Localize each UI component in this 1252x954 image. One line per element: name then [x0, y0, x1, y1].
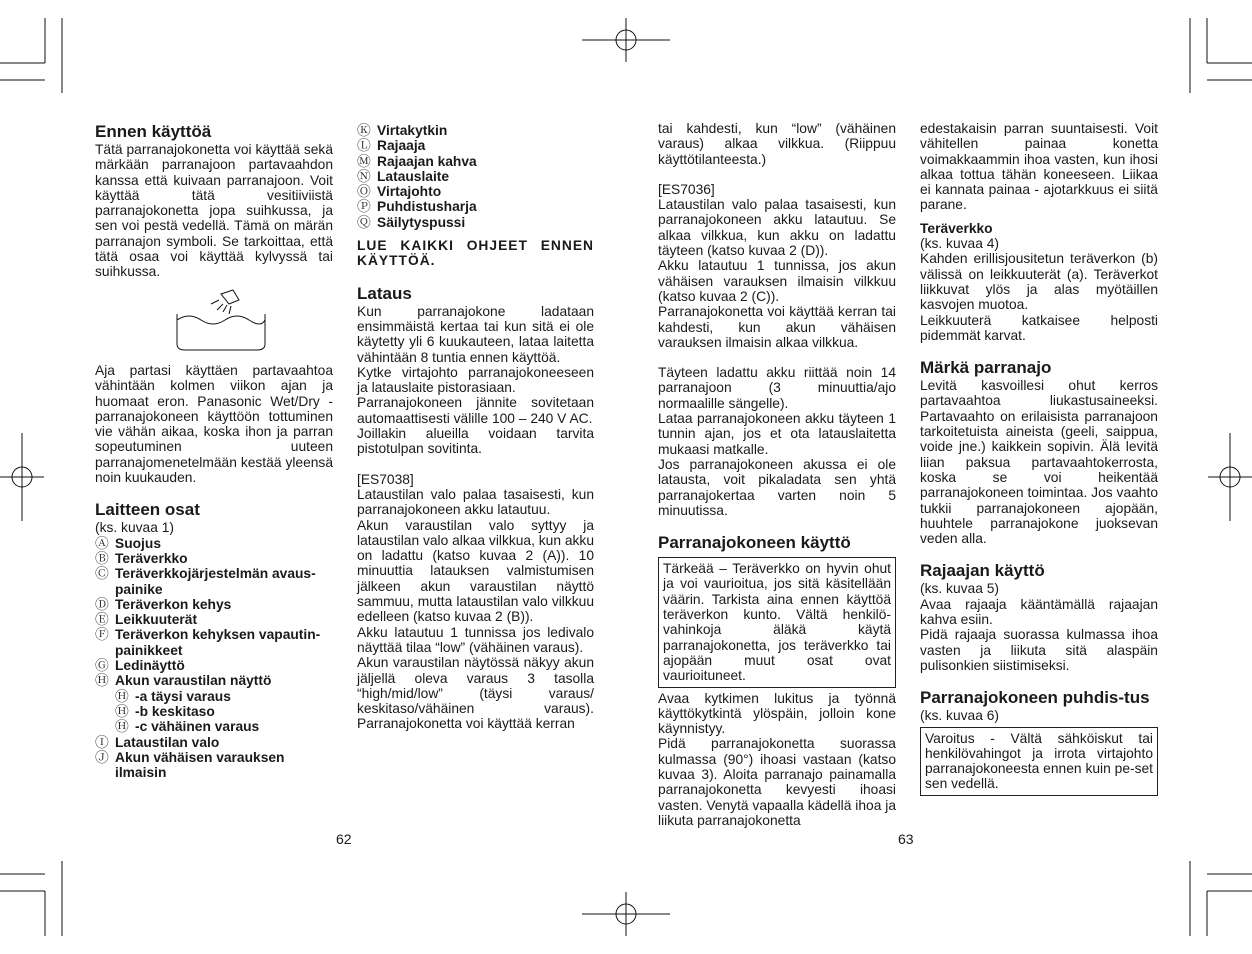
lataus-p2: Kytke virtajohto parranajokoneeseen ja latauslaite pistorasiaan.: [357, 364, 594, 396]
part-item-c: Ⓒ Teräverkkojärjestelmän avaus-painike: [95, 566, 316, 597]
important-notice-box: [658, 557, 896, 687]
col4-p6: Pidä rajaaja suorassa kulmassa ihoa vasten ja liikuta sitä alaspäin pulisonkien siistimiseksi.: [920, 627, 1158, 673]
col3-p7: Jos parranajokoneen akussa ei ole latausta, voit pikaladata sen yhtä parranajokertaa varten noin 5 minuutissa.: [658, 456, 896, 518]
part-item-n: Ⓝ Latauslaite: [357, 168, 450, 184]
part-item-l: Ⓛ Rajaaja: [357, 138, 426, 154]
heading-laitteen-osat: Laitteen osat: [95, 500, 200, 520]
part-subitem-h-a: Ⓗ -a täysi varaus: [115, 688, 231, 704]
see-figure-4: (ks. kuvaa 4): [920, 236, 999, 252]
col3-p1: tai kahdesti, kun “low” (vähäinen varaus) alkaa vilkkua. (Riippuu käyttötilanteesta.): [658, 121, 896, 167]
part-item-q: Ⓠ Säilytyspussi: [357, 214, 466, 230]
model-es7036: [ES7036]: [658, 181, 715, 197]
col3-p4: Parranajokonetta voi käyttää kerran tai kahdesti, kun akun vähäisen varauksen ilmaisin alkaa vilkkua.: [658, 304, 896, 350]
part-subitem-h-b: Ⓗ -b keskitaso: [115, 703, 215, 719]
warning-box: [920, 727, 1158, 796]
part-subitem-h-c: Ⓗ -c vähäinen varaus: [115, 719, 260, 735]
col3-p6: Lataa parranajokoneen akku täyteen 1 tunnin ajan, jos et ota latauslaitetta mukaasi matkalle.: [658, 411, 896, 457]
part-item-b: Ⓑ Teräverkko: [95, 550, 188, 566]
part-item-k: Ⓚ Virtakytkin: [357, 123, 448, 138]
col4-p3: Leikkuuterä katkaisee helposti pidemmät karvat.: [920, 312, 1158, 343]
lataus-p6: Akun varaustilan valo syttyy ja lataustilan valo alkaa vilkkua, kun akku on ladattu (katso kuvaa 2 (A)). 10 minuuttia latauksen valmistumisen jälkeen akun varaustilan näyttö sammuu, mutta lataustilan valo vilkkuu edelleen (katso kuvaa 2 (B)).: [357, 517, 594, 625]
lataus-p1: Kun parranajokone ladataan ensimmäistä kertaa tai kun sitä ei ole käytetty yli 6 kuukauteen, lataa laitetta vähintään 8 tuntia ennen käyttöä.: [357, 303, 594, 365]
part-item-d: Ⓓ Teräverkon kehys: [95, 596, 232, 612]
read-all-instructions: LUE KAIKKI OHJEET ENNEN KÄYTTÖÄ.: [357, 238, 594, 269]
heading-puhdistus: Parranajokoneen puhdis-tus: [920, 688, 1150, 708]
part-item-e: Ⓔ Leikkuuterät: [95, 612, 198, 628]
heading-marka-parranajo: Märkä parranajo: [920, 358, 1052, 378]
lataus-p8: Akun varaustilan näytössä näkyy akun jäljellä oleva varaus 3 tasolla “high/mid/low” (täysi varaus/ keskitaso/vähäinen varaus). Parranajokonetta voi käyttää kerran: [357, 655, 594, 732]
part-item-o: Ⓞ Virtajohto: [357, 184, 442, 200]
heading-ennen-kayttoa: Ennen käyttöä: [95, 122, 212, 141]
lataus-p5: Lataustilan valo palaa tasaisesti, kun parranajokoneen akku latautuu.: [357, 486, 594, 518]
important-notice-text: Tärkeää – Teräverkko on hyvin ohut ja voi vaurioitua, jos sitä käsitellään väärin. Tarkista aina ennen käyttöä teräverkon kunto. Vältä henkilö-vahinkoja äläkä käytä parranajokonetta, jos teräverkko tai ajopään muut osat ovat vaurioituneet.: [663, 561, 891, 684]
column-2: [357, 123, 594, 732]
see-figure-5: (ks. kuvaa 5): [920, 581, 999, 597]
see-figure-6: (ks. kuvaa 6): [920, 708, 999, 724]
heading-teraverkko: Teräverkko: [920, 220, 993, 236]
col3-p3: Akku latautuu 1 tunnissa, jos akun vähäisen varauksen ilmaisin vilkkuu (katso kuvaa 2 (C)).: [658, 258, 896, 304]
col4-p2: Kahden erillisjousitetun teräverkon (b) välissä on leikkuuterät (a). Teräverkot liikkuvat ylös ja alas myötäillen kasvojen muotoa.: [920, 251, 1158, 313]
part-item-i: Ⓘ Lataustilan valo: [95, 734, 220, 750]
col3-p5: Täyteen ladattu akku riittää noin 14 parranajoon (3 minuuttia/ajo normaalille sängelle).: [658, 365, 896, 411]
lataus-p3: Parranajokoneen jännite sovitetaan automaattisesti välille 100 – 240 V AC.: [357, 395, 594, 426]
heading-lataus: Lataus: [357, 283, 412, 303]
heading-rajaajan-kaytto: Rajaajan käyttö: [920, 561, 1045, 581]
lataus-p4: Joillakin alueilla voidaan tarvita pistotulpan sovitinta.: [357, 426, 594, 457]
page-number-left: 62: [336, 831, 352, 847]
see-figure-1: (ks. kuvaa 1): [95, 520, 174, 536]
paragraph-ennen: Tätä parranajokonetta voi käyttää sekä märkään parranajoon partavaahdon kanssa että kuivaan parranajoon. Voit käyttää tätä vesitiiviistä parranajokonetta jopa suihkussa, ja sen voi pestä vedellä. Tämä on märän parranajon symboli. Se tarkoittaa, että tätä osaa voi käyttää kylvyssä tai suihkussa.: [95, 142, 333, 280]
part-item-h: Ⓗ Akun varaustilan näyttö: [95, 673, 272, 689]
warning-text: Varoitus - Vältä sähköiskut tai henkilövahingot ja irrota virtajohto parranajokoneesta ennen kuin pe-set sen vedellä.: [925, 730, 1153, 792]
paragraph-aja: Aja partasi käyttäen partavaahtoa vähintään kolmen viikon ajan ja huomaat eron. Panasonic Wet/Dry -parranajokoneen käyttöön tottuminen vie vähän aikaa, koska ihon ja parran sopeutuminen uuteen parranajomenetelmään kestää yleensä noin kuukauden.: [95, 362, 333, 486]
part-item-a: Ⓐ Suojus: [95, 535, 161, 551]
col3-p9: Pidä parranajokonetta suorassa kulmassa (90°) ihoasi vastaan (katso kuvaa 3). Aloita parranajo painamalla parranajokonetta kevyesti ihoasi vasten. Venytä vapaalla kädellä ihoa ja liikuta parranajokonetta: [658, 736, 896, 828]
column-1: [95, 122, 333, 780]
col4-p4: Levitä kasvoillesi ohut kerros partavaahtoa liukastusaineeksi. Partavaahto on erilaisista parranajoon tarkoitetuista aineista (geeli, saippua, voide jne.) kaikkein sopivin. Älä levitä liian paksua partavaahtokerrosta, koska se voi heikentää parranajokoneen toimintaa. Jos vaahto tukkii parranajokoneen ajopään, huuhtele parranajokone juoksevan veden alla.: [920, 378, 1158, 547]
part-item-p: Ⓟ Puhdistusharja: [357, 199, 477, 215]
col3-p8: Avaa kytkimen lukitus ja työnnä käyttökytkintä ylöspäin, jolloin kone käynnistyy.: [658, 690, 896, 737]
part-item-g: Ⓖ Ledinäyttö: [95, 658, 185, 674]
model-es7038: [ES7038]: [357, 471, 414, 487]
column-4: [920, 121, 1158, 796]
wet-shaving-symbol-icon: [173, 288, 269, 352]
col4-p1: edestakaisin parran suuntaisesti. Voit vähitellen painaa konetta voimakkaammin ihoa vasten, kun ihosi alkaa tottua tähän koneeseen. Liikaa ei kannata painaa - ajotarkkuus ei siitä parane.: [920, 121, 1158, 213]
page-number-right: 63: [898, 831, 914, 847]
part-item-j: Ⓙ Akun vähäisen varauksen ilmaisin: [95, 749, 285, 781]
lataus-p7: Akku latautuu 1 tunnissa jos ledivalo näyttää tilaa “low” (vähäinen varaus).: [357, 624, 594, 655]
col3-p2: Lataustilan valo palaa tasaisesti, kun parranajokoneen akku latautuu. Se alkaa vilkkua, kun akku on ladattu täyteen (katso kuvaa 2 (D)).: [658, 197, 896, 259]
heading-parranajokoneen-kaytto: Parranajokoneen käyttö: [658, 533, 851, 553]
part-item-m: Ⓜ Rajaajan kahva: [357, 153, 477, 169]
part-item-f: Ⓕ Teräverkon kehyksen vapautin-painikkeet: [95, 627, 321, 658]
column-3: [658, 121, 896, 828]
col4-p5: Avaa rajaaja kääntämällä rajaajan kahva esiin.: [920, 596, 1158, 628]
